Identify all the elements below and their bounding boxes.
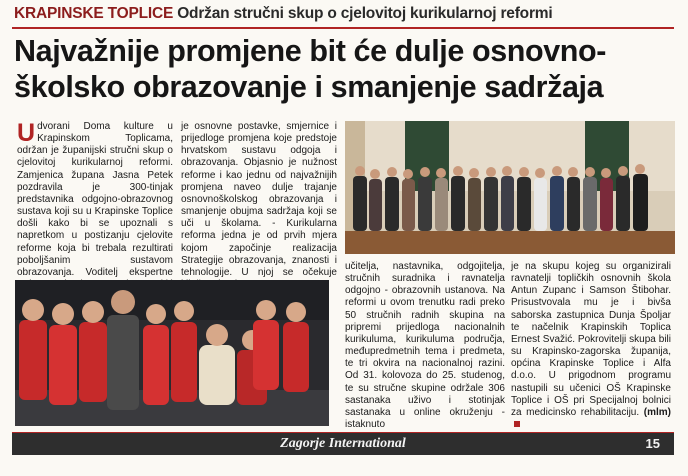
children-choir-photo: [15, 280, 329, 426]
article-column-4-text: je na skupu kojeg su organizirali ravnatelji topličkih osnovnih škola Antun Zupanc i Samson Štibohar. Prisustvovala mu je i bivša saborska zastupnica Dunja Špoljar te načelnik Krapinskih Toplica Ernest Svažić. Pokrovitelji skupa bili su Krapinsko-zagorska županija, općina Krapinske Toplice i Alfa d.o.o. U prigodnom programu nastupili su učenici OŠ Krapinske Toplice i OŠ pri Specijalnoj bolnici za medicinsko rehabilitaciju.: [511, 261, 671, 418]
author-signature: (mlm): [643, 406, 671, 418]
article-headline: Najvažnije promjene bit će dulje osnovno-školsko obrazovanje i smanjenje sadržaja: [14, 34, 607, 104]
end-mark: [514, 421, 520, 427]
article-column-2: je osnovne postavke, smjernice i prijedloge promjena koje predstoje hrvatskom sustavu odgoja i obrazovanja. Objasnio je nužnost reforme i kao jednu od najvažnijih promjena naveo dulje trajanje osnovnoškolskog obrazovanja i smanjenje obujma sadržaja koji se uči u školama. - Kurikularna reforma jedna je od prvih mjera kojom započinje realizacija Strategije obrazovanja, znanosti i tehnologije. U njoj se očekuje: [181, 121, 337, 278]
top-rule: [12, 27, 674, 29]
page-number: 15: [645, 436, 660, 451]
article-column-3: učitelja, nastavnika, odgojitelja, stručnih suradnika i ravnatelja odgojno - obrazovnih ustanova. Na reformi u ovom trenutku radi preko 50 stručnih radnih skupina na pripremi prijedloga nacionalnih kurikuluma, kurikuluma područja, međupredmetnih tema i predmeta, te tri okvira na nacionalnoj razini. Od 31. kolovoza do 25. studenog, te su stručne skupine održale 306 sastanaka uživo i stotinjak sastanaka u online okruženju - istaknuto: [345, 261, 505, 431]
publication-name: Zagorje International: [280, 436, 406, 451]
article-column-4: [511, 261, 671, 431]
article-subtitle: Održan stručni skup o cjelovitoj kurikularnoj reformi: [177, 5, 553, 22]
section-kicker: [14, 5, 552, 23]
group-photo: [345, 121, 675, 254]
section-name: KRAPINSKE TOPLICE: [14, 5, 174, 22]
article-column-1: Udvorani Doma kulture u Krapinskom Toplicama, održan je županijski stručni skup o cjelovitoj kurikularnoj reformi. Zamjenica župana Jasna Petek pozdravila je 300-tinjak predstavnika odgojno-obrazovnog sustava koji su u Krapinske Toplice došli kako bi se upoznali s napretkom u postizanju cjelovite reforme koja bi trebala rezultirati poboljšanim sustavom obrazovanja. Voditelj ekspertne: [17, 119, 173, 278]
page-footer: [12, 433, 674, 455]
